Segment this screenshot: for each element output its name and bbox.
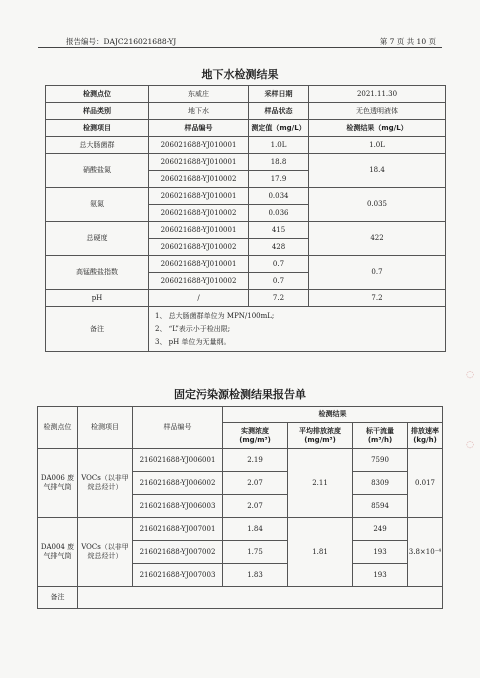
item-name: 氨氮 (46, 188, 149, 222)
p-header-avg: 平均排放浓度 (mg/m³) (288, 423, 353, 449)
table-row (46, 188, 446, 205)
average-concentration: 1.81 (288, 518, 353, 587)
p-header-flow: 标干流量 (m³/h) (353, 423, 408, 449)
table-row (38, 518, 443, 541)
table-row (46, 256, 446, 273)
p-remarks-text (78, 587, 443, 609)
emission-rate: 0.017 (408, 449, 443, 518)
test-item: VOCs（以非甲烷总烃计） (78, 449, 133, 518)
header-item: 检测项目 (46, 120, 149, 137)
measured-concentration: 1.75 (223, 541, 288, 564)
p-header-measured: 实测浓度 (mg/m³) (223, 423, 288, 449)
item-name: 总硬度 (46, 222, 149, 256)
sample-id: 206021688-YJ010002 (149, 205, 249, 222)
result-value: 422 (309, 222, 446, 256)
pollution-rows (38, 449, 443, 587)
emission-rate: 3.8×10⁻⁴ (408, 518, 443, 587)
item-name: pH (46, 290, 149, 307)
page-header (38, 29, 442, 48)
result-value: 18.4 (309, 154, 446, 188)
groundwater-title: 地下水检测结果 (201, 68, 279, 81)
remark-line: 1、 总大肠菌群单位为 MPN/100mL; (155, 311, 275, 320)
standard-flow: 8309 (353, 472, 408, 495)
p-header-item: 检测项目 (78, 407, 133, 449)
measured-value: 17.9 (249, 171, 309, 188)
result-value: 0.7 (309, 256, 446, 290)
standard-flow: 193 (353, 564, 408, 587)
sample-id: 216021688-YJ007001 (133, 518, 223, 541)
date-value: 2021.11.30 (309, 86, 446, 103)
state-label: 样品状态 (249, 103, 309, 120)
sample-id: 206021688-YJ010002 (149, 273, 249, 290)
item-name: 总大肠菌群 (46, 137, 149, 154)
point-location: DA004 废气排气筒 (38, 518, 78, 587)
standard-flow: 8594 (353, 495, 408, 518)
measured-value: 18.8 (249, 154, 309, 171)
sample-id: 206021688-YJ010001 (149, 188, 249, 205)
measured-value: 0.036 (249, 205, 309, 222)
measured-concentration: 1.83 (223, 564, 288, 587)
state-value: 无色透明液体 (309, 103, 446, 120)
measured-value: 7.2 (249, 290, 309, 307)
test-item: VOCs（以非甲烷总烃计） (78, 518, 133, 587)
table-row (46, 222, 446, 239)
category-label: 样品类别 (46, 103, 149, 120)
remarks-text (149, 307, 446, 352)
result-value: 0.035 (309, 188, 446, 222)
sample-id: 216021688-YJ007003 (133, 564, 223, 587)
date-label: 采样日期 (249, 86, 309, 103)
remarks-label: 备注 (46, 307, 149, 352)
sample-id: 216021688-YJ006003 (133, 495, 223, 518)
sample-id: 216021688-YJ006002 (133, 472, 223, 495)
p-header-results: 检测结果 (223, 407, 443, 423)
header-sample: 样品编号 (149, 120, 249, 137)
point-location: DA006 废气排气筒 (38, 449, 78, 518)
measured-concentration: 2.07 (223, 472, 288, 495)
p-header-rate: 排放速率 (kg/h) (408, 423, 443, 449)
p-remarks-label: 备注 (38, 587, 78, 609)
result-value: 1.0L (309, 137, 446, 154)
location-label: 检测点位 (46, 86, 149, 103)
sample-id: 216021688-YJ006001 (133, 449, 223, 472)
remark-line: 3、 pH 单位为无量纲。 (155, 337, 231, 346)
groundwater-table (45, 85, 446, 352)
page-number: 第 7 页 共 10 页 (379, 37, 436, 46)
table-row (46, 290, 446, 307)
item-name: 高锰酸盐指数 (46, 256, 149, 290)
sample-id: 206021688-YJ010001 (149, 256, 249, 273)
table-row (46, 154, 446, 171)
location-value: 东威庄 (149, 86, 249, 103)
pollution-title: 固定污染源检测结果报告单 (174, 388, 306, 401)
sample-id: / (149, 290, 249, 307)
margin-stamp-mark: ◌ (466, 440, 474, 450)
margin-stamp-mark: ◌ (466, 370, 474, 380)
average-concentration: 2.11 (288, 449, 353, 518)
sample-id: 206021688-YJ010002 (149, 239, 249, 256)
sample-id: 206021688-YJ010002 (149, 171, 249, 188)
standard-flow: 7590 (353, 449, 408, 472)
sample-id: 216021688-YJ007002 (133, 541, 223, 564)
groundwater-rows (46, 137, 446, 307)
table-row (38, 449, 443, 472)
measured-concentration: 2.19 (223, 449, 288, 472)
standard-flow: 193 (353, 541, 408, 564)
item-name: 硝酸盐氮 (46, 154, 149, 188)
category-value: 地下水 (149, 103, 249, 120)
p-header-sample: 样品编号 (133, 407, 223, 449)
measured-value: 0.7 (249, 256, 309, 273)
measured-value: 1.0L (249, 137, 309, 154)
result-value: 7.2 (309, 290, 446, 307)
p-header-location: 检测点位 (38, 407, 78, 449)
measured-value: 415 (249, 222, 309, 239)
measured-value: 0.7 (249, 273, 309, 290)
table-row (46, 137, 446, 154)
measured-concentration: 1.84 (223, 518, 288, 541)
measured-value: 428 (249, 239, 309, 256)
measured-value: 0.034 (249, 188, 309, 205)
standard-flow: 249 (353, 518, 408, 541)
header-result: 检测结果（mg/L） (309, 120, 446, 137)
measured-concentration: 2.07 (223, 495, 288, 518)
report-number: 报告编号：DAJC216021688-YJ (66, 37, 177, 46)
sample-id: 206021688-YJ010001 (149, 222, 249, 239)
sample-id: 206021688-YJ010001 (149, 154, 249, 171)
header-value: 测定值（mg/L） (249, 120, 309, 137)
pollution-table (37, 406, 443, 609)
sample-id: 206021688-YJ010001 (149, 137, 249, 154)
remark-line: 2、 “L”表示小于检出限; (155, 324, 231, 333)
